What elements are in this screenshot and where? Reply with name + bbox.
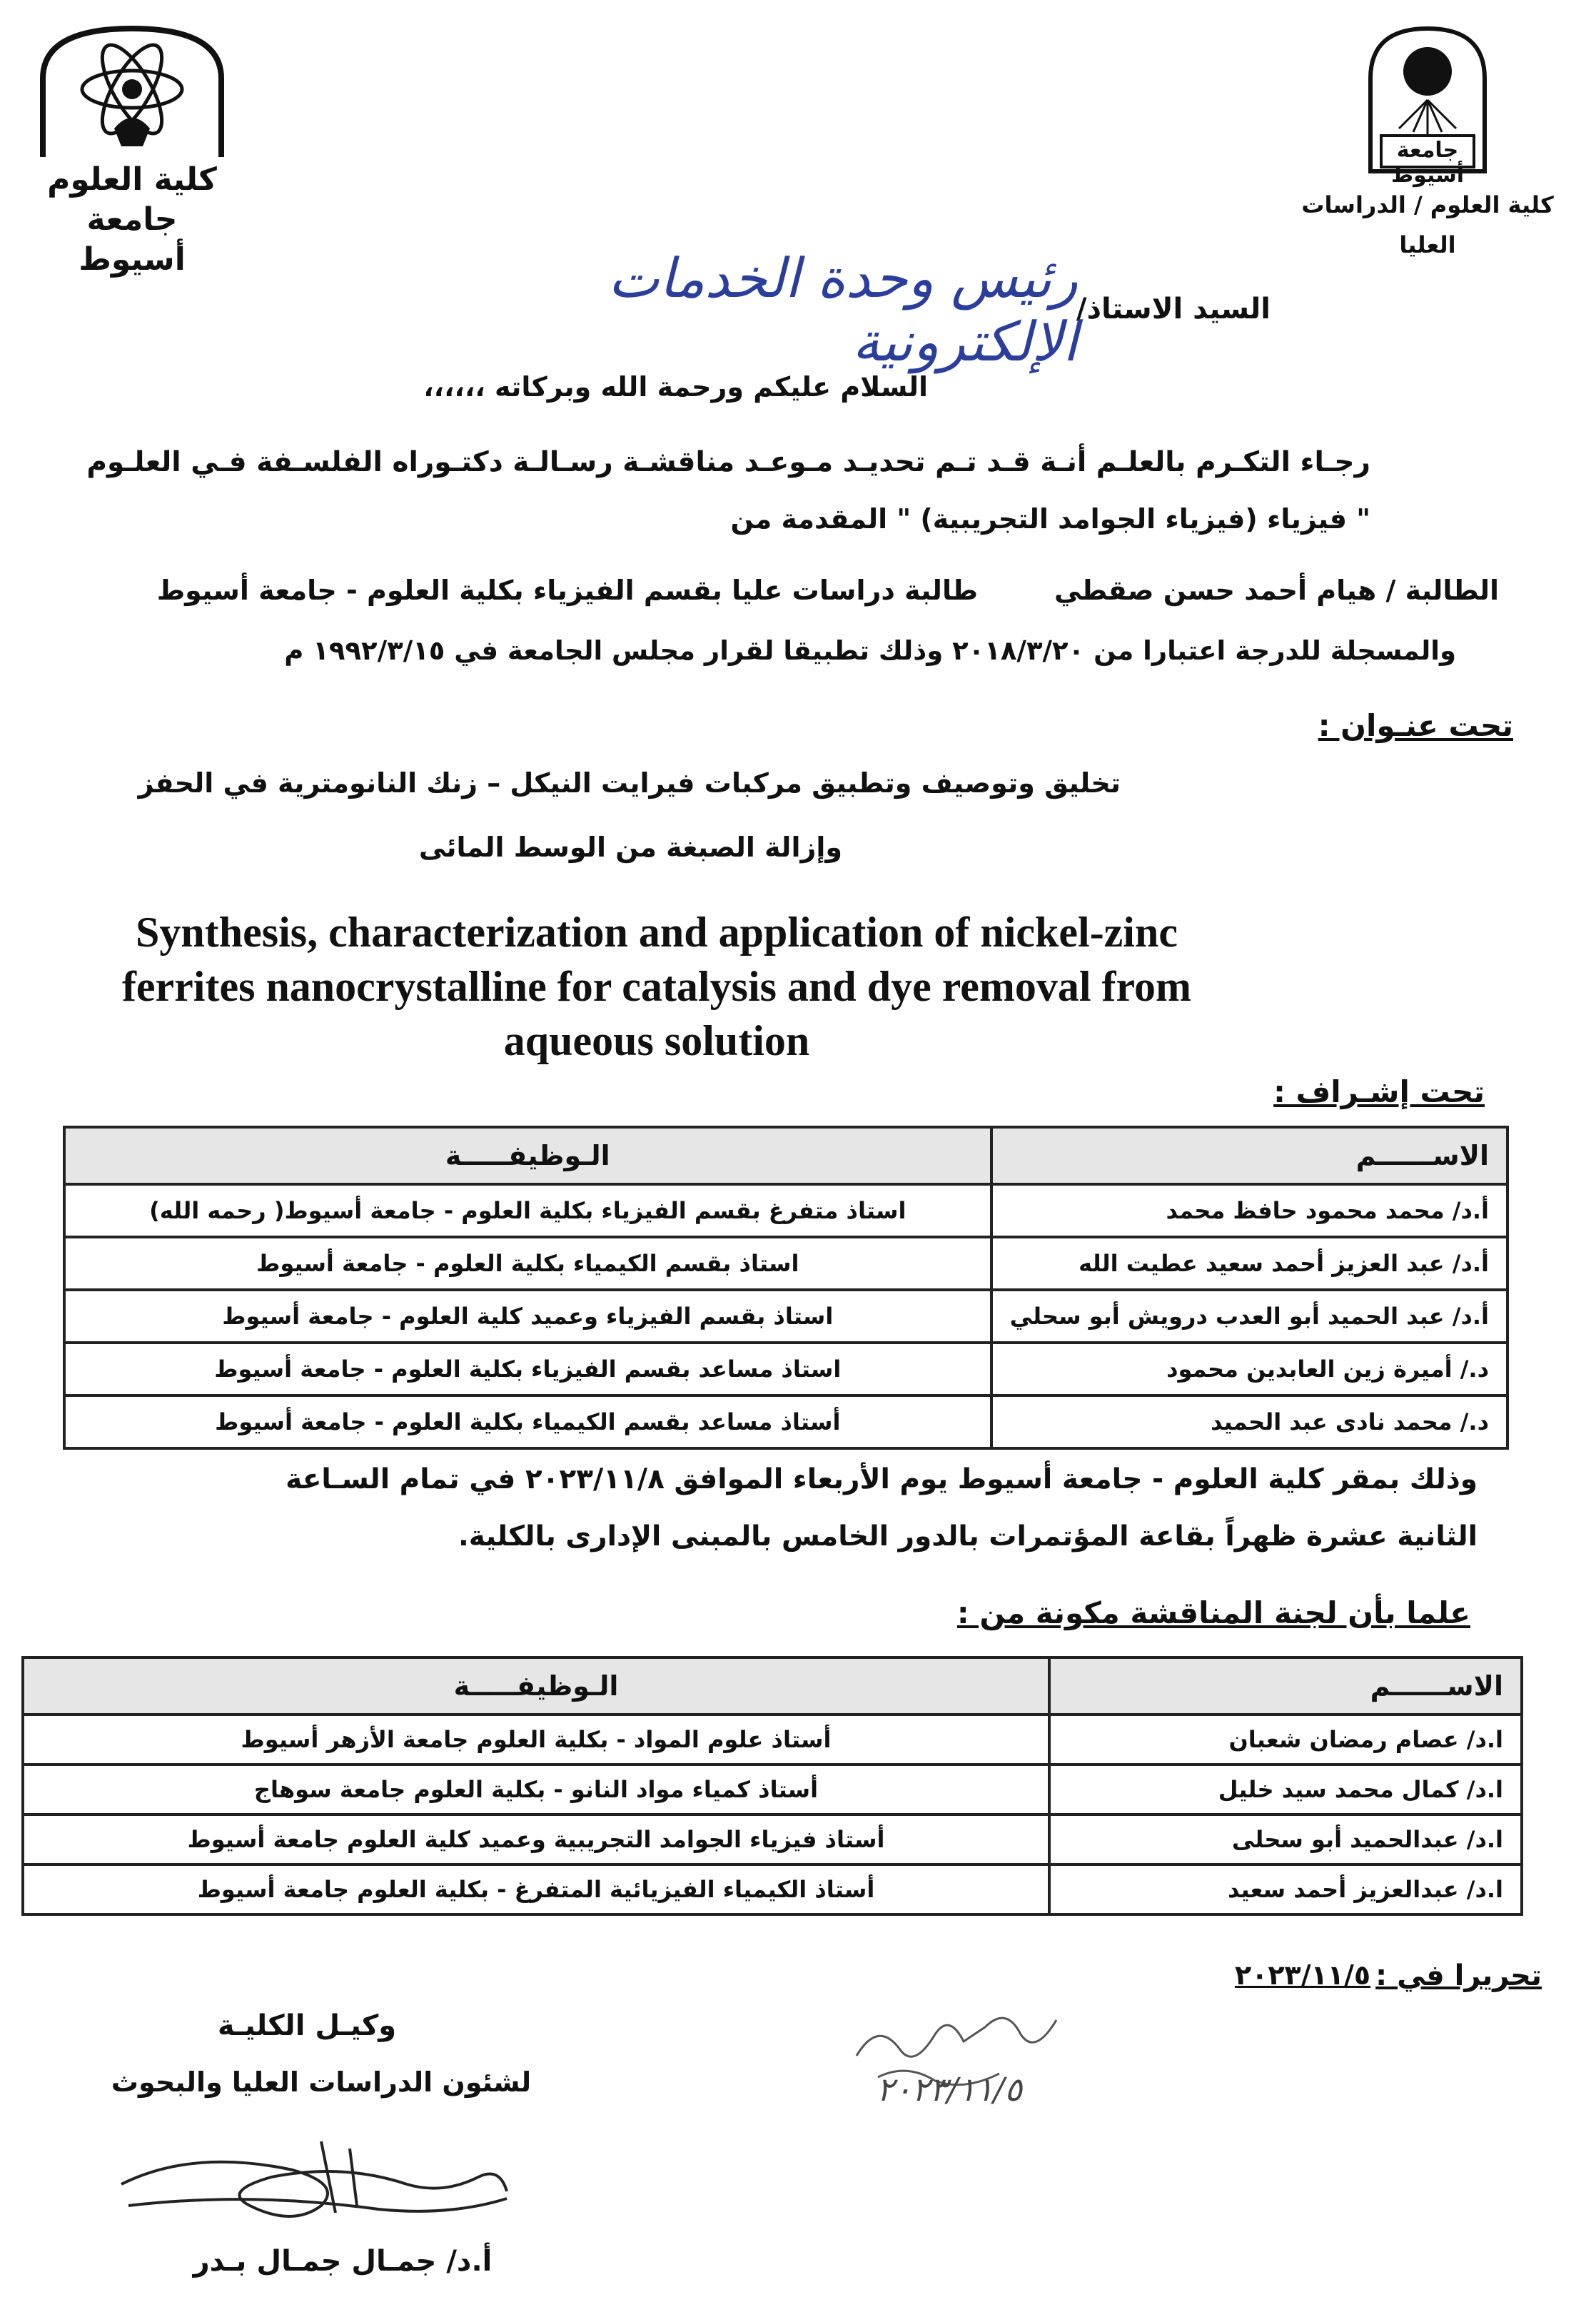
date-value: ٢٠٢٣/١١/٥ xyxy=(1234,1959,1371,1991)
supervisor-job: أستاذ مساعد بقسم الكيمياء بكلية العلوم - جامعة أسيوط xyxy=(64,1395,991,1448)
logo-university-name: جامعة أسيوط xyxy=(79,201,186,278)
english-title xyxy=(43,905,1271,1068)
date-label: تحريرا في : xyxy=(1375,1959,1542,1992)
handwritten-date: ٢٠٢٣/١١/٥ xyxy=(877,2070,1022,2109)
table-header-row xyxy=(23,1657,1522,1715)
supervisor-name: د./ أميرة زين العابدين محمود xyxy=(991,1343,1507,1395)
supervision-table xyxy=(63,1126,1509,1450)
atom-emblem-icon xyxy=(29,21,236,157)
signatory-title: وكيـل الكليـة xyxy=(217,2009,397,2042)
schedule-line-1: وذلك بمقر كلية العلوم - جامعة أسيوط يوم الأربعاء الموافق ٢٠٢٣/١١/٨ في تمام السـاعة xyxy=(286,1463,1478,1495)
title-section-label: تحت عنـوان : xyxy=(1318,708,1513,743)
committee-label: علما بأن لجنة المناقشة مكونة من : xyxy=(956,1595,1470,1630)
supervisor-name: أ.د/ محمد محمود حافظ محمد xyxy=(991,1184,1507,1237)
column-header-name: الاســــــم xyxy=(1049,1657,1522,1715)
table-row xyxy=(64,1184,1507,1237)
english-title-line-1: Synthesis, characterization and application of nickel-zinc xyxy=(136,909,1178,956)
table-row xyxy=(23,1765,1522,1814)
arabic-title-line-2: وإزالة الصبغة من الوسط المائى xyxy=(418,832,842,863)
english-title-line-2: ferrites nanocrystalline for catalysis and dye removal from xyxy=(121,963,1192,1010)
table-row xyxy=(64,1343,1507,1395)
supervisor-job: استاذ متفرغ بقسم الفيزياء بكلية العلوم - جامعة أسيوط( رحمه الله) xyxy=(64,1184,991,1237)
signature-icon xyxy=(107,2127,521,2241)
column-header-name: الاســــــم xyxy=(991,1127,1507,1184)
student-name: الطالبة / هيام أحمد حسن صقطي xyxy=(1054,575,1499,606)
supervisor-job: استاذ بقسم الفيزياء وعميد كلية العلوم - جامعة أسيوط xyxy=(64,1290,991,1343)
supervisor-job: استاذ بقسم الكيمياء بكلية العلوم - جامعة أسيوط xyxy=(64,1237,991,1290)
committee-member-name: ا.د/ عصام رمضان شعبان xyxy=(1049,1715,1522,1765)
committee-member-job: أستاذ علوم المواد - بكلية العلوم جامعة الأزهر أسيوط xyxy=(23,1715,1049,1765)
greeting: السلام عليكم ورحمة الله وبركاته ،،،،،، xyxy=(423,371,928,403)
addressee-label: السيد الاستاذ/ xyxy=(1076,293,1271,325)
arabic-title-line-1: تخليق وتوصيف وتطبيق مركبات فيرايت النيكل – زنك النانومترية في الحفز xyxy=(138,767,1121,799)
faculty-logo xyxy=(29,21,236,278)
header-department-line2: العليا xyxy=(1399,231,1456,258)
addressee-handwritten: رئيس وحدة الخدمات الإلكترونية xyxy=(607,246,1078,373)
supervisor-name: أ.د/ عبد العزيز أحمد سعيد عطيت الله xyxy=(991,1237,1507,1290)
supervisor-name: د./ محمد نادى عبد الحميد xyxy=(991,1395,1507,1448)
table-row xyxy=(64,1237,1507,1290)
student-role: طالبة دراسات عليا بقسم الفيزياء بكلية العلوم - جامعة أسيوط xyxy=(156,575,978,606)
table-row xyxy=(23,1864,1522,1914)
body-line-1: رجـاء التكـرم بالعلـم أنـة قـد تـم تحديـد مـوعـد مناقشـة رسـالـة دكتـوراه الفلسـفة فـي العلـوم xyxy=(86,446,1370,478)
signatory-name: أ.د/ جمـال جمـال بـدر xyxy=(193,2245,493,2278)
committee-member-name: ا.د/ كمال محمد سيد خليل xyxy=(1049,1765,1522,1814)
header-department-line1: كلية العلوم / الدراسات xyxy=(1301,191,1554,218)
column-header-job: الـوظيفـــــة xyxy=(64,1127,991,1184)
table-row xyxy=(64,1395,1507,1448)
body-line-2: " فيزياء (فيزياء الجوامد التجريبية) " المقدمة من xyxy=(730,503,1370,535)
supervision-label: تحت إشـراف : xyxy=(1273,1074,1485,1109)
supervisor-name: أ.د/ عبد الحميد أبو العدب درويش أبو سحلي xyxy=(991,1290,1507,1343)
committee-member-job: أستاذ الكيمياء الفيزيائية المتفرغ - بكلية العلوم جامعة أسيوط xyxy=(23,1864,1049,1914)
column-header-job: الـوظيفـــــة xyxy=(23,1657,1049,1715)
logo-university-caption: جامعة أسيوط xyxy=(1391,138,1464,188)
english-title-line-3: aqueous solution xyxy=(503,1017,810,1064)
table-row xyxy=(23,1814,1522,1864)
committee-member-name: ا.د/ عبدالحميد أبو سحلى xyxy=(1049,1814,1522,1864)
supervisor-job: استاذ مساعد بقسم الفيزياء بكلية العلوم - جامعة أسيوط xyxy=(64,1343,991,1395)
table-header-row xyxy=(64,1127,1507,1184)
table-row xyxy=(64,1290,1507,1343)
committee-table xyxy=(21,1656,1523,1916)
table-row xyxy=(23,1715,1522,1765)
committee-member-job: أستاذ فيزياء الجوامد التجريبية وعميد كلية العلوم جامعة أسيوط xyxy=(23,1814,1049,1864)
committee-member-job: أستاذ كمياء مواد النانو - بكلية العلوم جامعة سوهاج xyxy=(23,1765,1049,1814)
schedule-line-2: الثانية عشرة ظهراً بقاعة المؤتمرات بالدور الخامس بالمبنى الإدارى بالكلية. xyxy=(458,1520,1478,1553)
committee-member-name: ا.د/ عبدالعزيز أحمد سعيد xyxy=(1049,1864,1522,1914)
logo-faculty-name: كلية العلوم xyxy=(47,161,217,198)
registration-line: والمسجلة للدرجة اعتبارا من ٢٠١٨/٣/٢٠ وذلك تطبيقا لقرار مجلس الجامعة في ١٩٩٢/٣/١٥ م xyxy=(284,635,1456,666)
signatory-office: لشئون الدراسات العليا والبحوث xyxy=(111,2066,532,2098)
